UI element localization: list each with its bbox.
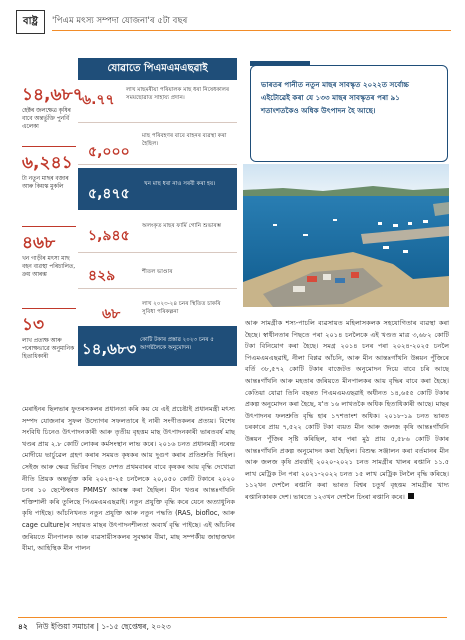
body-column-left: মেৰাইনৰ ছিলভাৰ ফুতৰসকলৰ প্ৰধানতা কৰি কয় যে এই প্ৰচেষ্টাই প্ৰধানমন্ত্ৰী মৎস্য সম্পদ যোজনাৰ সুফল উদ্যোগৰ সফলতাৰে ই নাৰী সংগীতকলৰ প্ৰত্যয়। বিশেষ সংবিধি চিনেও উৎপাদনকাৰী আৰু তৃতীয় বৃহত্তম মাছ উৎপাদনকাৰী ভাৰতবৰ্ষ মাছ খণ্ডৰ প্ৰায় ২.৮ কোটি লোকৰ কৰ্মসংস্থান লাভ কৰে। ২০১৬ চনত প্ৰধানমন্ত্ৰী নৰেন্দ্ৰ মোদীয়ে ভাৰ্চুৱেল গ্ৰহণ কৰাৰ সময়ত কৃষকৰ আয় দুগুণ কৰাৰ প্ৰতিশ্ৰুতি দিছিল। সেইজ আৰু ক্ষেত্ৰ ভিত্তিৰ পিছত দেশত প্ৰথমবাৰৰ বাবে কৃষকৰ আয় বৃদ্ধি দেখোৱা নীতি প্ৰিয়ক অন্তৰ্ভুক্ত কৰি ২০২৪-২৫ চনলৈকে ২০,০৫০ কোটি টকাৰে ২০২০ চনৰ ১০ ছেপ্টেম্বৰত PMMSY আৰম্ভ কৰা হৈছিল। মীন খণ্ডৰ আন্তঃগাঁথনি শক্তিশালী কৰি তুলিছে পিএমএমএছৱাই। নতুন প্ৰযুক্তি বৃদ্ধি কৰে যেনে অত্যাধুনিক কৃষি পাইছে। আঁচনিখনত নতুন প্ৰযুক্তি আৰু নতুন পদ্ধতি (RAS, biofloc, আৰু cage culture)ৰ সহায়ত মাছৰ উৎপাদনশীলতা অব্যৰ্থ বৃদ্ধি পাইছে। এই আঁচনিৰ জৰিয়তে মীনপালক আৰু ব্যৱসায়ীসকলৰ সুবক্ষাৰ বীমা, মাছ সম্পৰ্কীয় জাহাজখন বীমা, আহিস্থিক মীন পালন xyxy=(22,405,235,553)
stat-left-4 xyxy=(22,316,76,361)
stat-value: ৪২৯ xyxy=(88,268,116,284)
highlight-quote xyxy=(250,65,448,162)
stat-value: ১,৯৪৫ xyxy=(88,228,130,244)
stat-label: লাখ প্ৰত্যক্ষ আৰু পৰোক্ষভাৱে অনুমানিক হিতাধিকাৰী xyxy=(22,338,75,360)
stat-right-7 xyxy=(78,326,237,366)
stat-right-5 xyxy=(78,254,237,289)
footer-rule xyxy=(18,617,447,618)
stat-label: শীতল ভাণ্ডাৰ xyxy=(142,269,173,275)
stat-value: ১৪,৬৮৩ xyxy=(82,340,137,358)
stat-label: হেক্টৰ জলক্ষেত্ৰ কৃষিৰ বাবে অন্তৰ্ভুক্তি পুনৰ্বি এলেকা xyxy=(22,108,71,130)
end-mark-icon xyxy=(408,493,414,499)
stat-value: ৬,২৪১ xyxy=(22,153,73,173)
stats-infographic xyxy=(22,58,237,391)
quote-text: ভাৰতৰ পানীত নতুন মাছৰ সাবস্কৃত ২০২২ত সৰ্বোচ্চ এইটোৱেই কৰা যে ১৩৩ মাছৰ সাবস্কৃতৰ পৰা ৯১ শতাংশতকৈও অধিক উৎপাদন হৈ আছে। xyxy=(261,80,410,115)
stat-label: খন মাছ ধৰা নাও সৰবী কৰা হয়। xyxy=(144,181,216,187)
stat-value: ৬৮ xyxy=(102,306,121,322)
harbour-photo xyxy=(243,164,449,307)
publication-info: নিউ ইণ্ডিয়া সমাচাৰ | ১-১৫ ছেপ্তেম্বৰ, ২০২৩ xyxy=(36,622,171,631)
stat-value: ৪৬৮ xyxy=(22,233,56,253)
infographic-title: যোৱাতে পিএমএমএছৱাই xyxy=(78,58,237,80)
stat-value: ১৪,৬৮৭ xyxy=(22,85,84,105)
stat-label: লাখ মাছমৰীয়া পৰিয়ালক মাছ ধৰা নিষেধকালৰ সময়ছোৱাত সাহায্য প্ৰদান। xyxy=(126,87,230,101)
stat-label: লাখ ২০২৩-২৪ চনৰ স্থিতিত চাকৰি সুবিধা পৰিকল্পনা xyxy=(142,301,221,315)
section-title: 'পিএম মৎস্য সম্পদা যোজনা'ৰ ৫টা বছৰ xyxy=(52,16,188,26)
section-tab: বাষ্ট্ৰ xyxy=(16,10,45,34)
body-text: আৰু সামগ্ৰীক শস্য-পাচলি ব্যৱসায়ত মহিলাসকলক সহযোগিতাৰ ব্যৱস্থা কৰা হৈছে। স্বাধীনতাৰ পিছতে পৰা ২০১৪ চনলৈকে এই খণ্ডত মাত্ৰ ৩,৬৮২ কোটি টকা বিনিয়োগ কৰা হৈছে। সমগ্ৰ ২০১৪ চনৰ পৰা ২০২৪-২০২৫ চনলৈ পিএমএমএছৱাই, নীলা বিপ্লৱ আঁচনি, আৰু মীন আন্তঃগাঁথনি উন্নয়ন পুঁজিৰে বৰ্তি ৩৮,৫৭২ কোটি টকাৰ বাজেটত অনুমোদন দিয়ে বাবে চৰি আছে আন্তঃগাঁথনি আৰু মহতাৰ জৰিয়তে মীনপালকৰ আয় বৃদ্ধিৰ বাবে কৰা হৈছে। কেতিয়া যোৱা তিনি বছৰত পিএমএমএছৱাই অধীনত ১৪,৬৫৫ কোটি টকাৰ প্ৰকল্প অনুমোদন কৰা হৈছে, য'ত ১৬ লাখতকৈ অধিক হিতাধিকাৰী আছে। মাছৰ উৎপাদনৰ ফলশ্ৰুতি বৃদ্ধি হাৰ ১৭শতাংশ অধিক। ২০১৮-১৯ চনত ভাৰত চৰকাৰে প্ৰায় ৭,৫২২ কোটি টকা ব্যয়ত মীন আৰু জলজ কৃষি আন্তঃগাঁথনি উন্নয়ন পুঁজিৰ সৃষ্টি কৰিছিল, যাৰ পৰা মুঠ প্ৰায় ৫,৫৮৬ কোটি টকাৰ আন্তঃগাঁথনি প্ৰকল্প অনুমোদন কৰা হৈছিল। বিশুদ্ধ সঞ্জালন কৰা বৰ্তমানৰ মীন আৰু জলজ কৃষি প্ৰবৰ্ত্তাই ২০২০-২০২১ চনত সামগ্ৰীৰ খালৰ ৰপ্তানি ১১.৫ লাখ মেট্ৰিক টন পৰা ২০২১-২০২২ চনত ১৫ লাখ মেট্ৰিক টনলৈ বৃদ্ধি কৰিছে। ১১২খন দেশলৈ ৰপ্তানি কৰা ভাৰত বিশ্বৰ চতুৰ্থ বৃহত্তম সামগ্ৰীৰ খাদ্য ৰপ্তানিকাৰক দেশ। ভাৰতে ১২৩খন দেশলৈ চিংৰা ৰপ্তানি কৰে। xyxy=(245,319,449,501)
divider xyxy=(22,308,76,309)
stat-label: অলংকৃত মাছৰ ফাৰ্মি গোনি শুভাৰম্ভ xyxy=(142,223,222,229)
stat-label: কোটি টকাৰ প্ৰস্তাৱ ২০২৩ চনৰ ৫ আগষ্টলৈকে অনুমোদন। xyxy=(140,337,214,351)
divider xyxy=(22,146,76,147)
page-header xyxy=(0,0,465,40)
stat-left-1 xyxy=(22,85,84,131)
stat-right-1 xyxy=(78,82,237,123)
divider xyxy=(22,226,76,227)
stat-right-6 xyxy=(78,290,237,331)
page-footer xyxy=(18,622,171,634)
stat-left-2 xyxy=(22,154,76,191)
stat-value: ৫,০০০ xyxy=(88,144,130,160)
page-number: ৪২ xyxy=(18,622,28,631)
stat-label: টা নতুন মাছৰ বজাৰ আৰু কিয়স্ক মুকলি xyxy=(22,176,69,190)
header-rule xyxy=(52,30,451,31)
stat-label: মাছ পৰিবহণৰ বাবে বাহনৰ ব্যৱস্থা কৰা হৈছিল। xyxy=(142,133,227,147)
stat-right-4 xyxy=(78,212,237,253)
stat-left-3 xyxy=(22,234,76,279)
stat-label: খন গাড়ীৰ মৎস্য মাছ বহন ব্যৱস্থা পৰিচালিত, ক্ৰয় আৰম্ভ xyxy=(22,256,76,278)
stat-value: ১৩ xyxy=(22,315,45,335)
stat-right-2 xyxy=(78,124,237,165)
stat-value: ৬.৭৭ xyxy=(82,92,115,108)
stat-right-3 xyxy=(78,168,237,210)
body-column-right xyxy=(245,318,449,504)
stat-value: ৫,৪৭৫ xyxy=(88,186,130,202)
